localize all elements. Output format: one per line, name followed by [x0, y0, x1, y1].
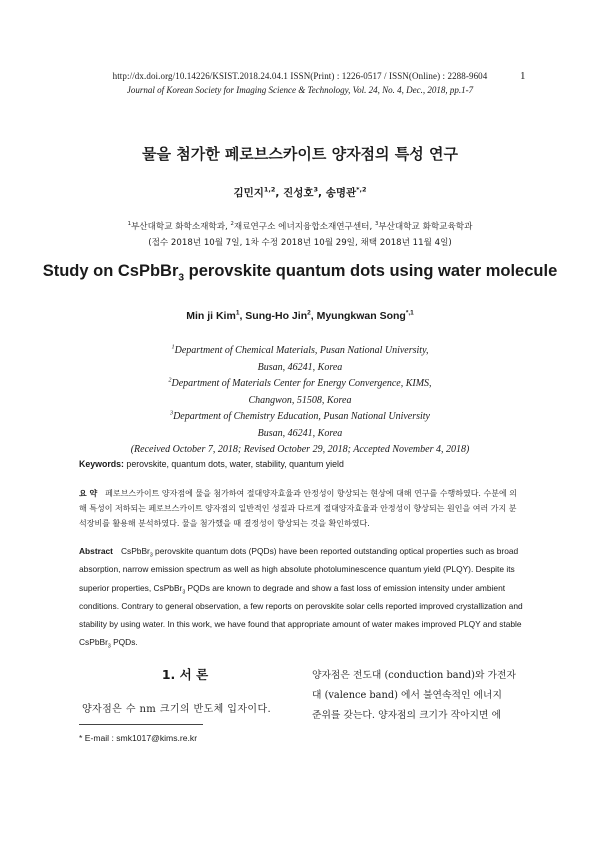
- title-part: perovskite quantum dots using water molecule: [184, 262, 558, 280]
- korean-abstract: [79, 486, 524, 532]
- affiliation: Busan, 46241, Korea: [257, 427, 343, 439]
- author-name: Myungkwan Song: [316, 310, 406, 322]
- affiliation-line: [60, 393, 540, 410]
- affiliation: 재료연구소 에너지융합소재연구센터: [233, 222, 370, 232]
- affiliation: Department of Materials Center for Energy Convergence, KIMS,: [171, 378, 432, 389]
- keywords-label: Keywords:: [79, 459, 124, 469]
- author-sup: 1: [235, 309, 240, 317]
- affiliation-line: [60, 343, 540, 360]
- body-line: 준위를 갖는다. 양자점의 크기가 작아지면 에: [312, 710, 502, 721]
- author-sup: 3: [313, 185, 319, 194]
- author-name: Sung-Ho Jin: [245, 310, 308, 322]
- aff-sup: 3: [374, 221, 379, 228]
- journal-citation: Journal of Korean Society for Imaging Science & Technology, Vol. 24, No. 4, Dec., 2018, pp.1-7: [126, 85, 474, 95]
- abstract-text: PQDs.: [110, 637, 138, 648]
- aff-sup: 3: [169, 409, 174, 417]
- abstract-label: Abstract: [79, 546, 113, 556]
- title-part: Study on CsPbBr: [42, 262, 179, 280]
- subscript: 3: [149, 552, 153, 559]
- intro-left-column: 양자점은 수 nm 크기의 반도체 입자이다.: [82, 704, 272, 715]
- affiliation-line: [60, 376, 540, 393]
- footnote-rule: [79, 724, 203, 725]
- affiliation: 부산대학교 화학소재학과: [130, 222, 226, 232]
- affiliation-line: [60, 409, 540, 426]
- affiliation-line: [60, 426, 540, 443]
- intro-right-column: [312, 666, 530, 726]
- abstract-text: 페로브스카이트 양자점에 물을 첨가하여 절대양자효율과 안정성이 향상되는 현상에 대해 연구를 수행하였다. 수분에 의해 특성이 저하되는 페로브스카이트 양자점의 일반적인 성질과 다르게 절대양자효율과 안정성이 향상되는 원인을 여러 가지 분석장비를 활용해 분석하였다. 물을 첨가했을 때 결정성이 향상되는 것을 확인하였다.: [79, 489, 517, 529]
- affiliation: Busan, 46241, Korea: [257, 361, 343, 373]
- title-subscript: 3: [178, 272, 185, 284]
- affiliation: Department of Chemistry Education, Pusan National University: [173, 411, 430, 422]
- aff-sup: 1: [127, 221, 131, 228]
- aff-sup: 1: [171, 343, 175, 351]
- korean-received-dates: (접수 2018년 10월 7일, 1차 수정 2018년 10월 29일, 채택 2018년 11월 4일): [148, 238, 452, 248]
- english-affiliations: [60, 343, 540, 459]
- author-sup: 1,2: [263, 185, 276, 194]
- affiliation-line: [60, 360, 540, 377]
- aff-sup: 2: [230, 221, 234, 228]
- english-title: [40, 262, 560, 284]
- affiliation: Changwon, 51508, Korea: [248, 394, 352, 406]
- english-abstract: [79, 542, 524, 652]
- author-sup: 2: [307, 309, 311, 317]
- author-sup: *,2: [356, 185, 367, 194]
- korean-title: 물을 첨가한 페로브스카이트 양자점의 특성 연구: [142, 145, 458, 163]
- affiliation: 부산대학교 화학교육학과: [378, 222, 473, 232]
- section-heading: 1. 서 론: [161, 667, 209, 682]
- author-name: 김민지: [233, 187, 264, 199]
- aff-sup: 2: [168, 376, 172, 384]
- subscript: 3: [182, 589, 186, 596]
- author-sup: *,1: [405, 309, 414, 317]
- footnote-email[interactable]: * E-mail : smk1017@kims.re.kr: [79, 733, 198, 743]
- abstract-text: PQDs are known to degrade and show a fast loss of emission intensity under ambient conditions. Contrary to general observation, a few reports on perovskite solar cells reported improved crystallization and stability by using water. In this work, we have found that appropriate amount of water makes improved PLQY and stable CsPbBr: [79, 582, 523, 648]
- keywords-text: perovskite, quantum dots, water, stability, quantum yield: [123, 459, 344, 469]
- subscript: 3: [107, 644, 111, 651]
- page-number: 1: [520, 70, 526, 82]
- doi-line[interactable]: http://dx.doi.org/10.14226/KSIST.2018.24.04.1 ISSN(Print) : 1226-0517 / ISSN(Online) : 2288-9604: [112, 71, 488, 81]
- english-authors: Min ji Kim$^1$, Sung-Ho Jin$^2$, Myungkwan Song$^{*,1}$: [186, 309, 414, 322]
- author-name: Min ji Kim: [186, 310, 236, 322]
- body-line: 양자점은 전도대 (conduction band)와 가전자: [312, 670, 516, 681]
- body-line: 대 (valence band) 에서 불연속적인 에너지: [312, 690, 502, 701]
- affiliation: (Received October 7, 2018; Revised October 29, 2018; Accepted November 4, 2018): [130, 444, 470, 455]
- korean-authors: 김민지$^{1,2}$, 진성호$^3$, 송명관$^{*,2}$: [233, 185, 367, 199]
- author-name: 진성호: [283, 187, 314, 199]
- abstract-label: 요 약: [79, 489, 98, 498]
- korean-affiliations: $^1$부산대학교 화학소재학과, $^2$재료연구소 에너지융합소재연구센터, $^3$부산대학교 화학교육학과: [127, 221, 473, 232]
- keywords: [79, 459, 529, 469]
- author-name: 송명관: [325, 187, 357, 199]
- affiliation: Department of Chemical Materials, Pusan National University,: [174, 345, 429, 356]
- abstract-text: CsPbBr: [120, 546, 150, 556]
- abstract-text: perovskite quantum dots (PQDs) have been reported outstanding optical properties such as broad absorption, narrow emission spectrum as well as high absolute photoluminescence quantum yield (PLQY). Despite its superior properties, CsPbBr: [79, 546, 519, 593]
- received-dates: [60, 442, 540, 459]
